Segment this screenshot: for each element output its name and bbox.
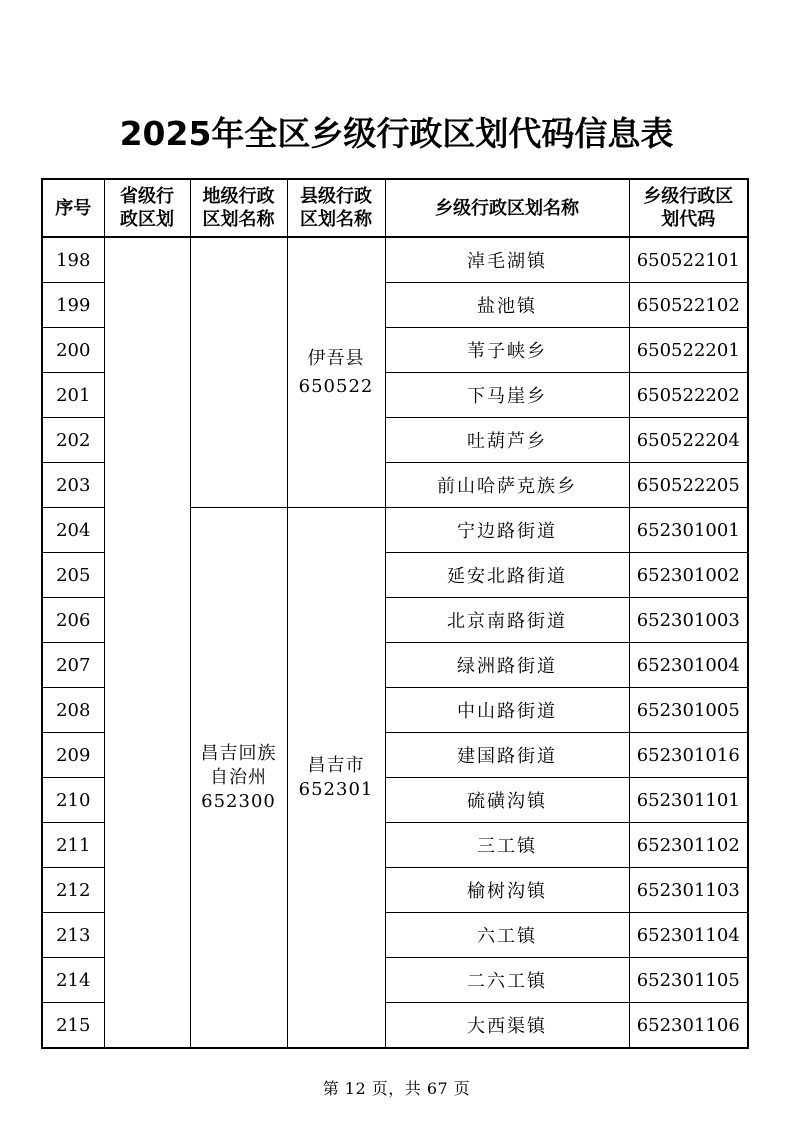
header-province-line2: 政区划 [120,209,174,230]
cell-township-code: 652301102 [629,823,748,868]
cell-seq: 215 [42,1003,104,1049]
header-row [42,179,748,237]
header-seq: 序号 [42,179,104,237]
cell-township-name: 硫磺沟镇 [385,778,629,823]
cell-township-code: 652301005 [629,688,748,733]
cell-township-name: 二六工镇 [385,958,629,1003]
cell-township-code: 652301004 [629,643,748,688]
cell-prefecture-changji [190,508,287,1049]
cell-seq: 210 [42,778,104,823]
cell-seq: 199 [42,283,104,328]
cell-township-name: 前山哈萨克族乡 [385,463,629,508]
cell-seq: 198 [42,237,104,283]
cell-township-code: 650522101 [629,237,748,283]
cell-seq: 205 [42,553,104,598]
cell-township-name: 榆树沟镇 [385,868,629,913]
cell-township-code: 652301002 [629,553,748,598]
cell-province-blank [104,237,190,1048]
cell-township-name: 中山路街道 [385,688,629,733]
header-prefecture-line1: 地级行政 [202,186,275,207]
cell-township-name: 吐葫芦乡 [385,418,629,463]
cell-township-name: 下马崖乡 [385,373,629,418]
division-code-table [41,178,749,1049]
table-row [42,237,748,283]
header-code-line2: 划代码 [661,209,716,230]
cell-seq: 209 [42,733,104,778]
cell-township-name: 盐池镇 [385,283,629,328]
cell-township-code: 652301101 [629,778,748,823]
cell-county-yiwu [287,237,385,508]
cell-township-name: 宁边路街道 [385,508,629,553]
page-title: 2025年全区乡级行政区划代码信息表 [119,114,674,153]
header-prefecture [190,179,287,237]
cell-seq: 211 [42,823,104,868]
header-province-line1: 省级行 [120,186,174,207]
cell-township-code: 650522102 [629,283,748,328]
county-changji-name: 昌吉市 [307,754,365,776]
county-yiwu-name: 伊吾县 [307,347,365,369]
prefecture-changji-code: 652300 [201,790,276,812]
cell-seq: 214 [42,958,104,1003]
cell-township-name: 三工镇 [385,823,629,868]
cell-seq: 206 [42,598,104,643]
cell-township-name: 北京南路街道 [385,598,629,643]
cell-township-code: 650522202 [629,373,748,418]
cell-township-code: 650522201 [629,328,748,373]
header-code-line1: 乡级行政区 [643,186,734,207]
cell-township-name: 六工镇 [385,913,629,958]
cell-township-code: 650522205 [629,463,748,508]
cell-seq: 202 [42,418,104,463]
header-county [287,179,385,237]
cell-prefecture-blank [190,237,287,508]
cell-township-code: 652301104 [629,913,748,958]
cell-county-changji [287,508,385,1049]
cell-township-code: 650522204 [629,418,748,463]
cell-township-name: 大西渠镇 [385,1003,629,1049]
header-prefecture-line2: 区划名称 [202,209,275,230]
cell-township-code: 652301103 [629,868,748,913]
cell-seq: 212 [42,868,104,913]
cell-township-code: 652301003 [629,598,748,643]
header-county-line2: 区划名称 [300,209,372,230]
cell-township-code: 652301105 [629,958,748,1003]
county-yiwu-code: 650522 [298,375,374,397]
cell-township-name: 苇子峡乡 [385,328,629,373]
cell-seq: 203 [42,463,104,508]
cell-seq: 207 [42,643,104,688]
cell-seq: 213 [42,913,104,958]
county-changji-code: 652301 [298,778,374,800]
prefecture-changji-line2: 自治州 [210,766,267,788]
cell-township-name: 绿洲路街道 [385,643,629,688]
cell-township-name: 延安北路街道 [385,553,629,598]
cell-township-name: 建国路街道 [385,733,629,778]
cell-seq: 201 [42,373,104,418]
page-footer: 第 12 页，共 67 页 [322,1079,471,1098]
cell-township-code: 652301001 [629,508,748,553]
header-code [629,179,748,237]
prefecture-changji-line1: 昌吉回族 [200,742,277,764]
header-county-line1: 县级行政 [300,186,372,207]
cell-township-code: 652301016 [629,733,748,778]
cell-township-name: 淖毛湖镇 [385,237,629,283]
cell-township-code: 652301106 [629,1003,748,1049]
cell-seq: 200 [42,328,104,373]
header-township: 乡级行政区划名称 [385,179,629,237]
header-province [104,179,190,237]
cell-seq: 208 [42,688,104,733]
cell-seq: 204 [42,508,104,553]
